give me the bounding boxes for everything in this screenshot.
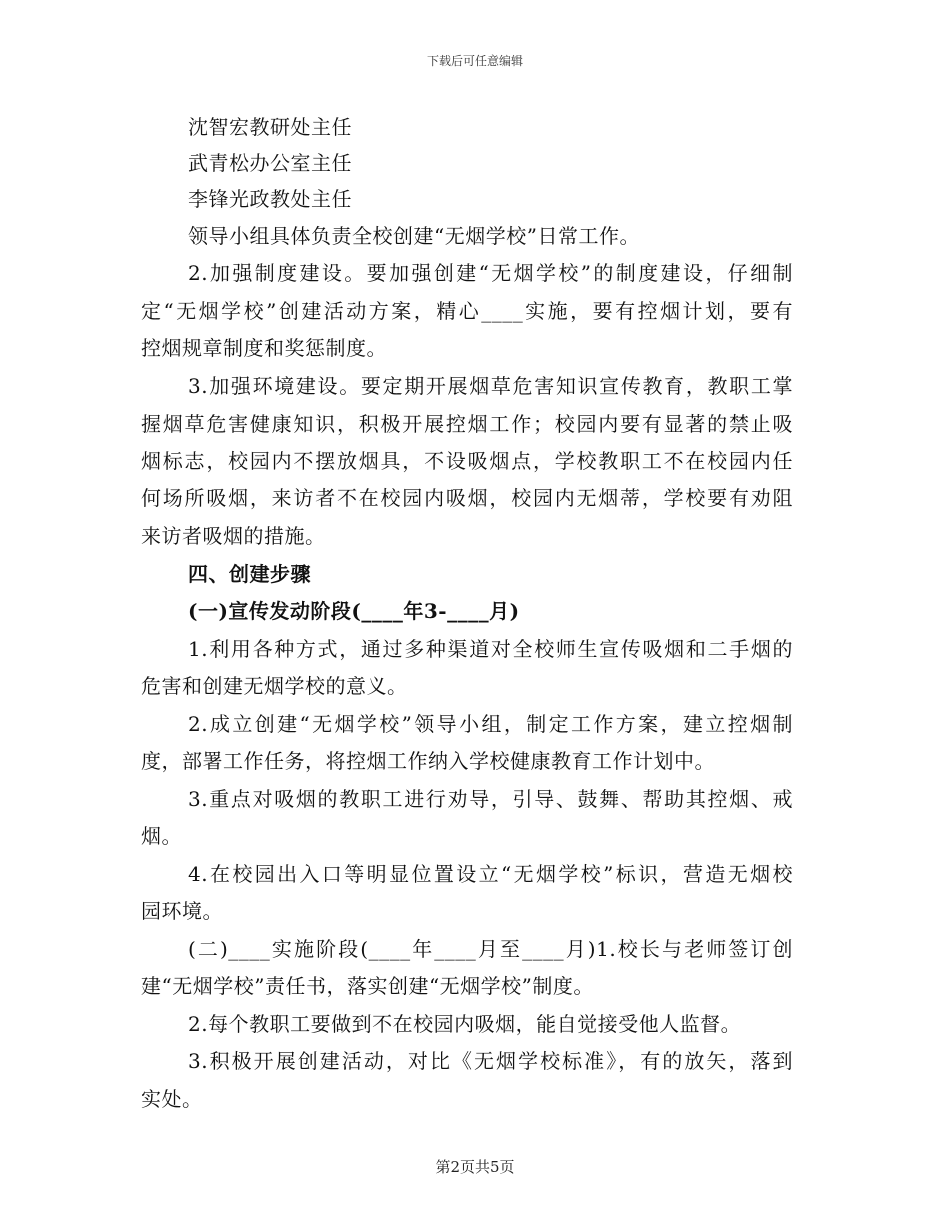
paragraph-line: 园环境。	[141, 899, 223, 923]
paragraph-line: 实处。	[141, 1087, 203, 1111]
paragraph-line: 1.利用各种方式，通过多种渠道对全校师生宣传吸烟和二手烟的	[188, 637, 793, 661]
paragraph-line: 烟标志，校园内不摆放烟具，不设吸烟点，学校教职工不在校园内任	[141, 449, 793, 473]
paragraph-line: 危害和创建无烟学校的意义。	[141, 674, 408, 698]
paragraph-line: 度，部署工作任务，将控烟工作纳入学校健康教育工作计划中。	[141, 749, 715, 773]
paragraph-line: 来访者吸烟的措施。	[141, 524, 326, 548]
paragraph-line: 2.成立创建“无烟学校”领导小组，制定工作方案，建立控烟制	[188, 712, 793, 736]
page-header: 下载后可任意编辑	[426, 54, 523, 68]
paragraph-line: 领导小组具体负责全校创建“无烟学校”日常工作。	[188, 224, 640, 248]
section-heading: 四、创建步骤	[188, 562, 311, 586]
paragraph-line: 握烟草危害健康知识，积极开展控烟工作；校园内要有显著的禁止吸	[141, 412, 793, 436]
paragraph-line: 定“无烟学校”创建活动方案，精心____实施，要有控烟计划，要有	[141, 299, 793, 323]
paragraph-line: 何场所吸烟，来访者不在校园内吸烟，校园内无烟蒂，学校要有劝阻	[141, 486, 793, 510]
paragraph-line: 3.积极开展创建活动，对比《无烟学校标准》，有的放矢，落到	[188, 1049, 793, 1073]
paragraph-line: 4.在校园出入口等明显位置设立“无烟学校”标识，营造无烟校	[188, 862, 793, 886]
member-line-wu: 武青松办公室主任	[188, 151, 352, 175]
member-line-shen: 沈智宏教研处主任	[188, 115, 352, 139]
paragraph-line: 控烟规章制度和奖惩制度。	[141, 336, 387, 360]
page-footer: 第2页共5页	[435, 1158, 515, 1176]
paragraph-line: (二)____实施阶段(____年____月至____月)1.校长与老师签订创	[188, 937, 793, 961]
paragraph-line: 2.加强制度建设。要加强创建“无烟学校”的制度建设，仔细制	[188, 261, 793, 285]
paragraph-line: 烟。	[141, 824, 182, 848]
paragraph-line: 3.加强环境建设。要定期开展烟草危害知识宣传教育，教职工掌	[188, 374, 793, 398]
subsection-heading: (一)宣传发动阶段(____年3-____月)	[188, 599, 520, 623]
paragraph-line: 建“无烟学校”责任书，落实创建“无烟学校”制度。	[141, 974, 594, 998]
paragraph-line: 3.重点对吸烟的教职工进行劝导，引导、鼓舞、帮助其控烟、戒	[188, 787, 793, 811]
member-line-li: 李锋光政教处主任	[188, 187, 352, 211]
paragraph-line: 2.每个教职工要做到不在校园内吸烟，能自觉接受他人监督。	[188, 1012, 742, 1036]
